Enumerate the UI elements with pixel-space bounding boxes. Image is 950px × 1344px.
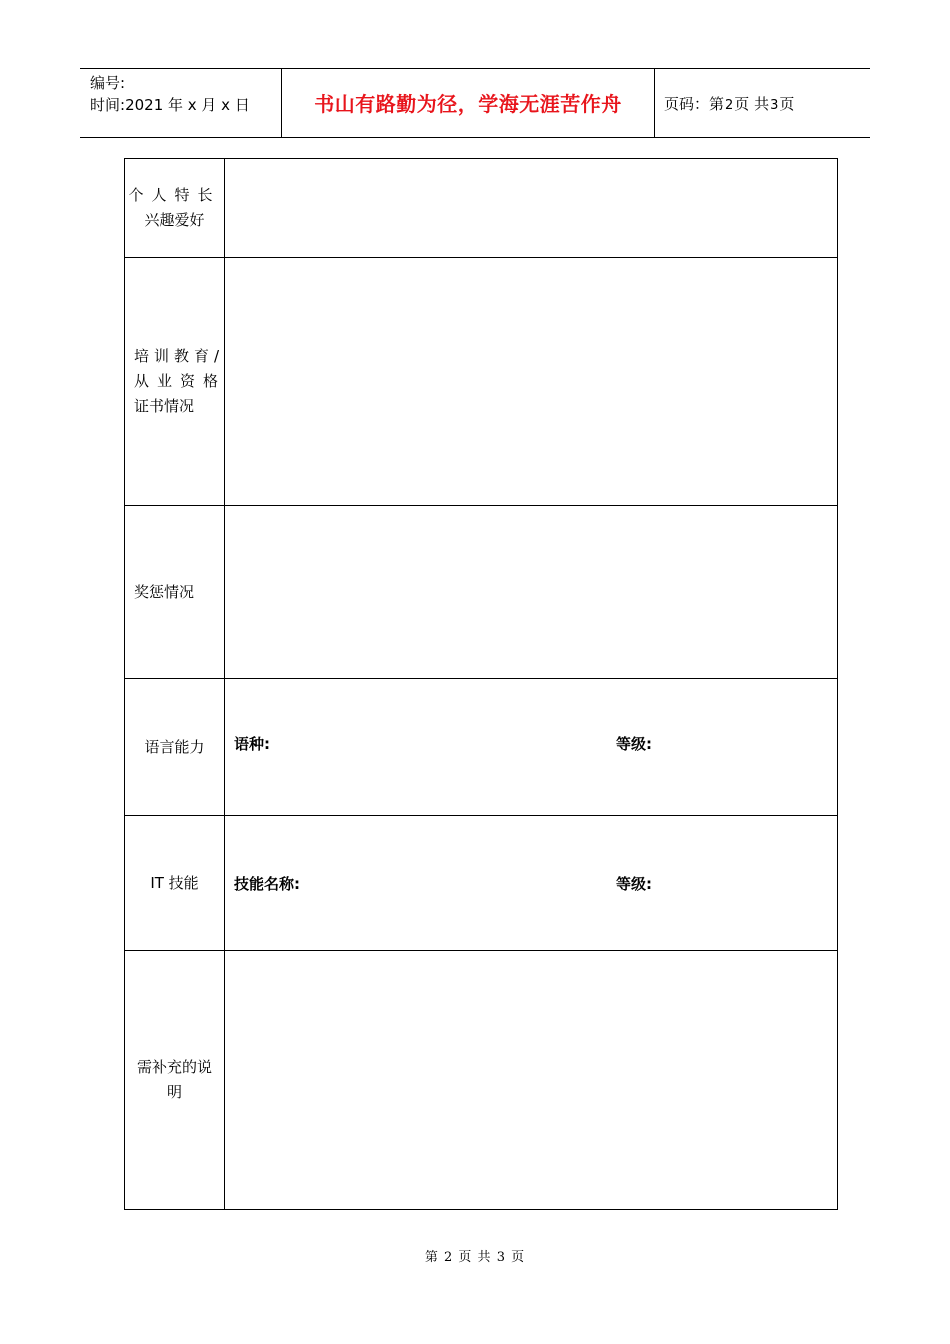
notes-value-cell[interactable] [225,951,837,1209]
skill-name-field[interactable]: 技能名称: [234,875,300,893]
language-value-cell [225,679,837,815]
specialties-value-cell[interactable] [225,159,837,257]
header-meta [90,72,250,116]
time-line [90,94,250,116]
time-value: 2021 年 x 月 x 日 [125,96,250,114]
header-page-number [664,69,794,137]
page-mid: 页 共 [734,95,770,113]
row-training [125,257,837,505]
number-label: 编号: [90,74,126,92]
rewards-label [125,506,225,678]
training-label-line: 培训教育/ [134,347,225,365]
specialties-label-line: 个人特长 [128,186,221,204]
row-specialties [125,159,837,257]
training-label-line: 证书情况 [134,397,195,415]
time-label: 时间: [90,96,126,114]
specialties-label-line: 兴趣爱好 [144,211,205,229]
specialties-label [125,159,225,257]
row-rewards [125,505,837,678]
language-label-text: 语言能力 [144,737,205,756]
rewards-label-text: 奖惩情况 [134,582,195,601]
language-type-field[interactable]: 语种: [234,735,270,753]
page-suffix: 页 [779,95,795,113]
skill-level-field[interactable]: 等级: [616,875,652,893]
page-header [80,68,870,138]
language-label [125,679,225,815]
training-label-line: 从业资格 [134,372,227,390]
page-current: 2 [725,98,734,113]
header-motto: 书山有路勤为径，学海无涯苦作舟 [314,92,622,116]
training-value-cell[interactable] [225,258,837,505]
page-footer: 第 2 页 共 3 页 [424,1250,526,1265]
it-label [125,816,225,950]
page-label: 页码：第 [664,95,725,113]
notes-label [125,951,225,1209]
language-level-field[interactable]: 等级: [616,735,652,753]
row-it-skills [125,815,837,950]
notes-label-line: 明 [166,1083,182,1101]
notes-label-line: 需补充的说 [136,1058,212,1076]
header-divider [654,69,655,137]
it-label-text: IT 技能 [150,873,199,892]
rewards-value-cell[interactable] [225,506,837,678]
it-value-cell [225,816,837,950]
row-notes [125,950,837,1209]
training-label [125,258,225,505]
row-language [125,678,837,815]
page-total: 3 [770,98,779,113]
resume-form-table [124,158,838,1210]
